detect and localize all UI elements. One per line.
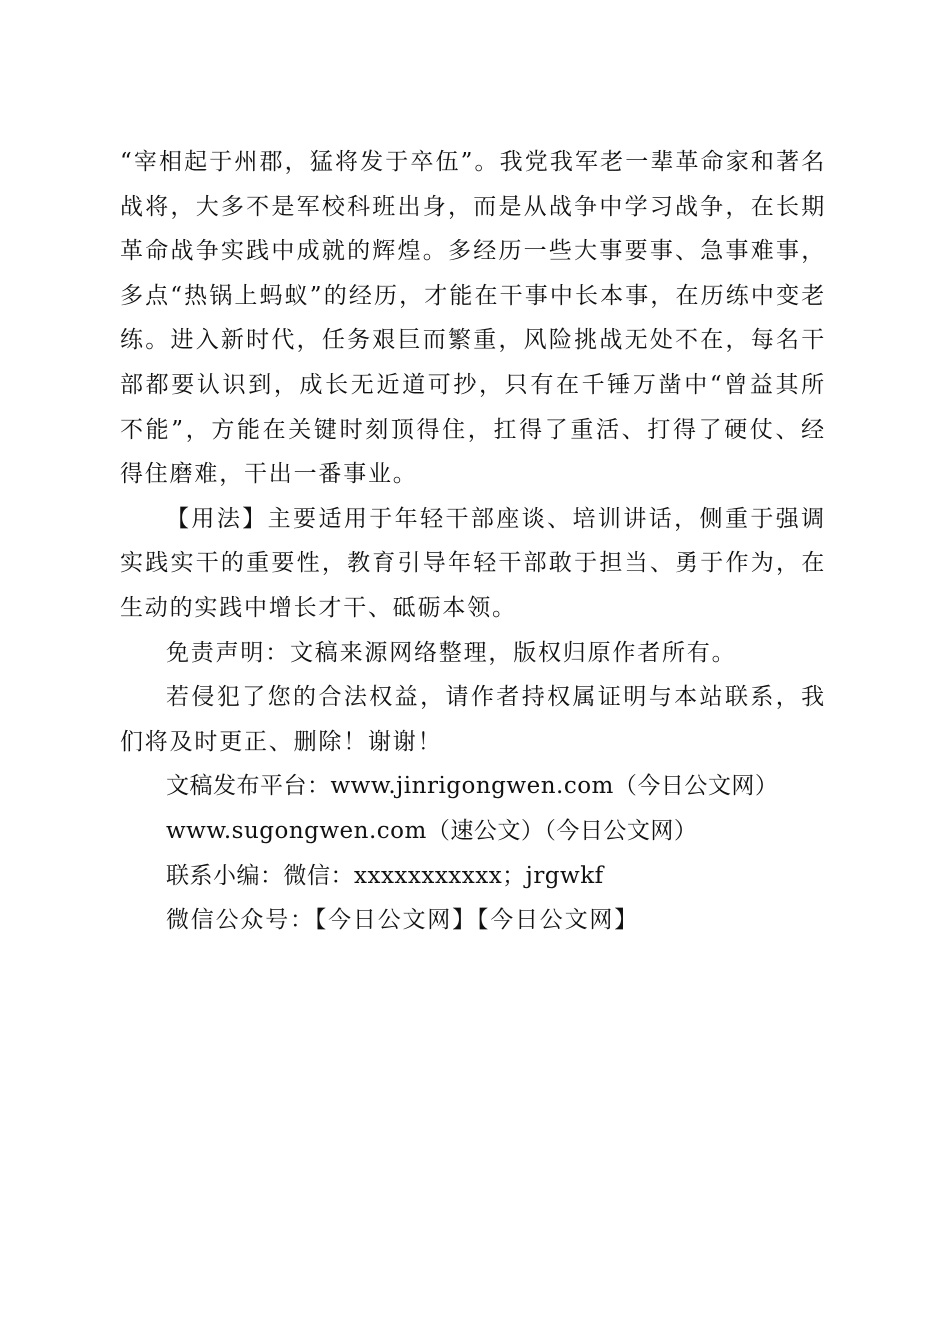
disclaimer-text: 免责声明：文稿来源网络整理，版权归原作者所有。 [166,639,737,666]
document-body [120,140,826,943]
usage-paragraph: 【用法】主要适用于年轻干部座谈、培训讲话，侧重于强调实践实干的重要性，教育引导年轻干部敢于担当、勇于作为，在生动的实践中增长才干、砥砺本领。 [120,505,826,621]
platform-line: 文稿发布平台：www.jinrigongwen.com（今日公文网） [166,773,779,800]
contact-line: 联系小编：微信：xxxxxxxxxxx；jrgwkf [166,862,604,889]
wechat-account-line: 微信公众号：【今日公文网】【今日公文网】 [166,907,639,934]
infringement-notice: 若侵犯了您的合法权益，请作者持权属证明与本站联系，我们将及时更正、删除！谢谢！ [120,684,826,755]
platform-line-2: www.sugongwen.com（速公文）（今日公文网） [166,817,698,844]
body-paragraph: “宰相起于州郡，猛将发于卒伍”。我党我军老一辈革命家和著名战将，大多不是军校科班出身，而是从战争中学习战争，在长期革命战争实践中成就的辉煌。多经历一些大事要事、急事难事，多点“热锅上蚂蚁”的经历，才能在干事中长本事，在历练中变老练。进入新时代，任务艰巨而繁重，风险挑战无处不在，每名干部都要认识到，成长无近道可抄，只有在千锤万凿中“曾益其所不能”，方能在关键时刻顶得住，扛得了重活、打得了硬仗、经得住磨难，干出一番事业。 [120,149,826,488]
